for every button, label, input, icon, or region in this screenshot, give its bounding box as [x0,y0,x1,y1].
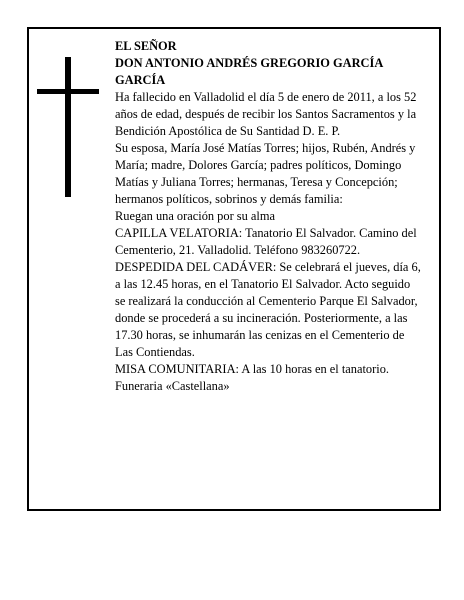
funeral-home: Funeraria «Castellana» [115,379,230,393]
farewell-info: DESPEDIDA DEL CADÁVER: Se celebrará el jueves, día 6, a las 12.45 horas, en el Tanatorio El Salvador. Acto seguido se realizará la conducción al Cementerio Parque El Salvador, donde se procederá a su incineración. Posteriormente, a las 17.30 horas, se inhumarán las cenizas en el Cementerio de Las Contiendas. [115,260,421,359]
deceased-name: DON ANTONIO ANDRÉS GREGORIO GARCÍA GARCÍA [115,56,383,87]
mass-info: MISA COMUNITARIA: A las 10 horas en el tanatorio. [115,362,389,376]
death-announcement: Ha fallecido en Valladolid el día 5 de enero de 2011, a los 52 años de edad, después de recibir los Santos Sacramentos y la Bendición Apostólica de Su Santidad D. E. P. [115,90,417,138]
honorific: EL SEÑOR [115,39,177,53]
cross-vertical-bar [65,57,71,197]
obituary-text [115,38,423,395]
chapel-info: CAPILLA VELATORIA: Tanatorio El Salvador. Camino del Cementerio, 21. Valladolid. Teléfono 983260722. [115,226,417,257]
family-list: Su esposa, María José Matías Torres; hijos, Rubén, Andrés y María; madre, Dolores García; padres políticos, Domingo Matías y Juliana Torres; hermanas, Teresa y Concepción; hermanos políticos, sobrinos y demás familia: [115,141,416,206]
prayer-request: Ruegan una oración por su alma [115,209,275,223]
cross-horizontal-bar [37,89,99,94]
